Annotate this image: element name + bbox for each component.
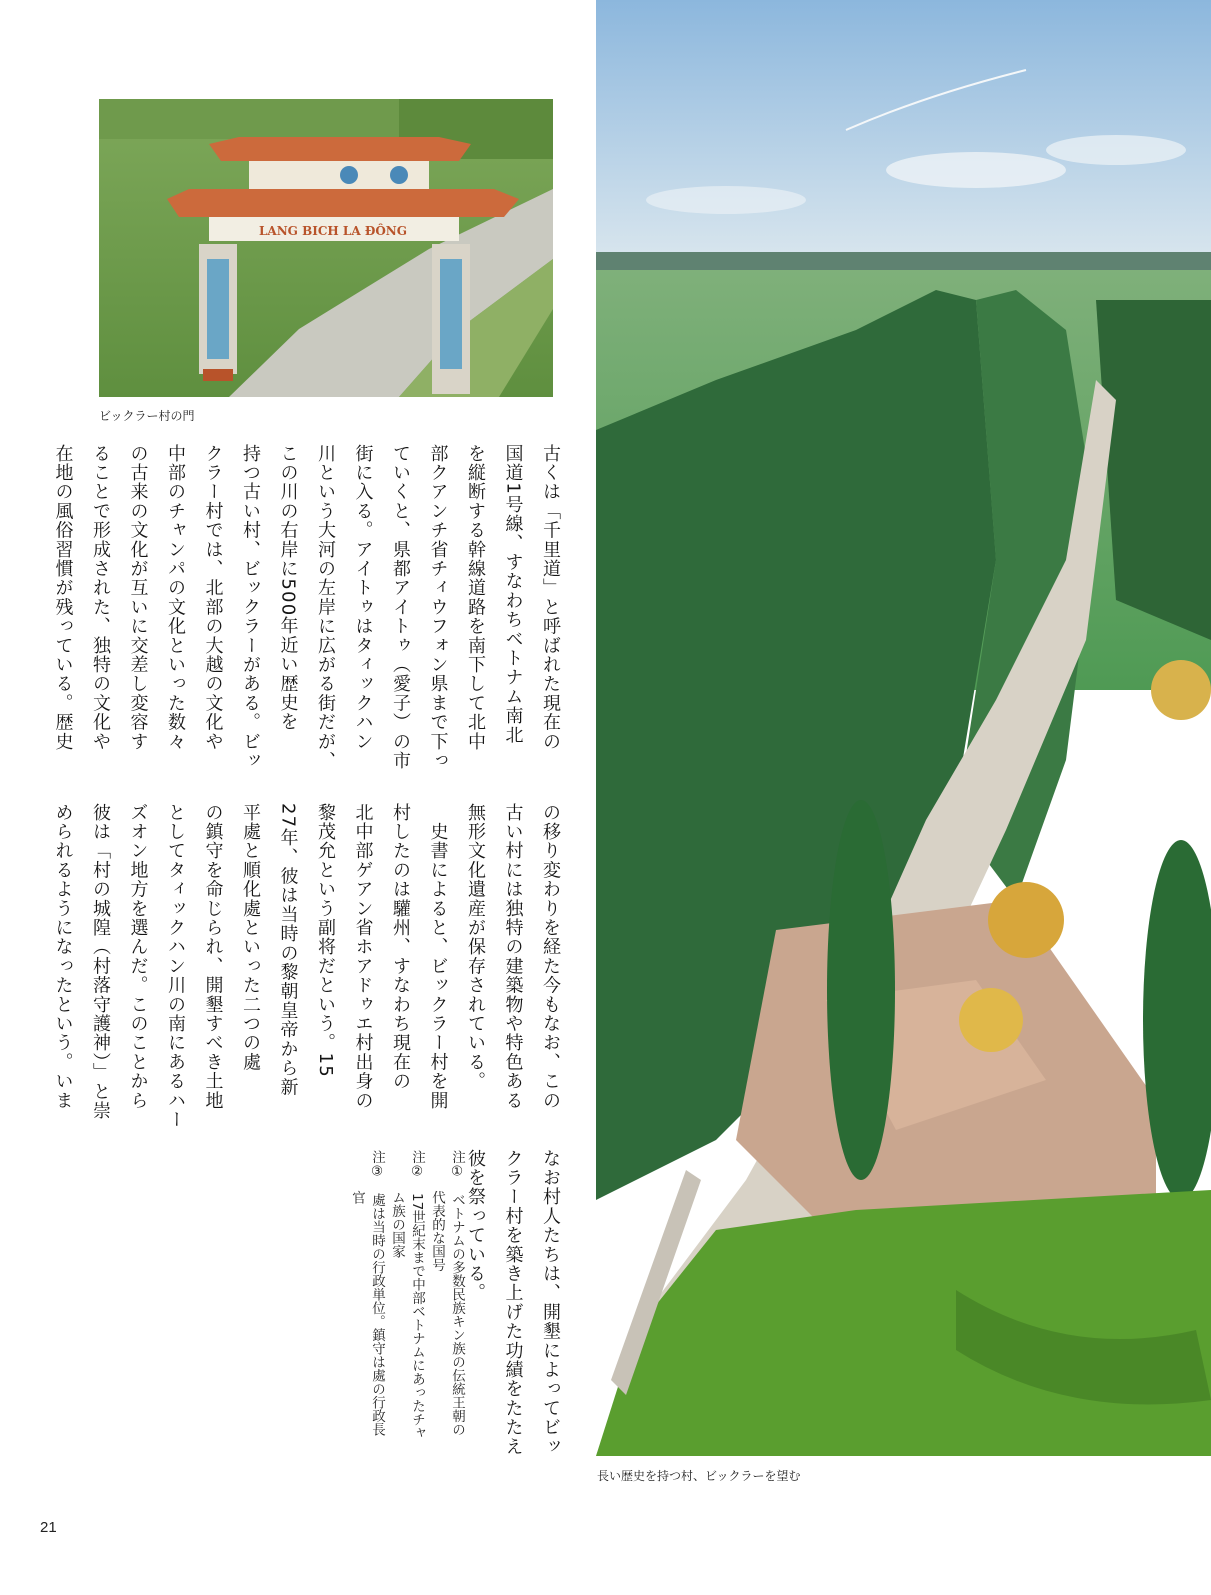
article-text-block-1 — [44, 444, 569, 816]
text-line: 川という大河の左岸に広がる街だが、 — [315, 444, 336, 771]
footnote-line: 注② 17世紀末まで中部ベトナムにあったチャ — [409, 1150, 425, 1440]
page-number: 21 — [40, 1519, 57, 1536]
text-line: の移り変わりを経た今もなお、この — [540, 803, 561, 1111]
text-line: ることで形成された、独特の文化や — [90, 444, 111, 752]
text-line: 北中部ゲアン省ホアドゥエ村出身の — [352, 803, 374, 1111]
text-line: この川の右岸に500年近い歴史を — [277, 444, 299, 732]
footnote-line: ム族の国家 — [389, 1150, 405, 1258]
text-line: の鎮守を命じられ、開墾すべき土地 — [202, 803, 224, 1111]
text-line: 彼を祭っている。 — [465, 1149, 486, 1303]
village-gate-illustration — [99, 99, 553, 397]
village-gate-photo — [99, 99, 553, 397]
footnote-line: 代表的な国号 — [429, 1150, 445, 1272]
text-line: なお村人たちは、開墾によってビッ — [540, 1149, 561, 1457]
text-line: 中部のチャンパの文化といった数々 — [165, 444, 186, 752]
gate-sign-text: LANG BICH LA ĐÔNG — [258, 224, 408, 238]
gate-photo-caption: ビックラー村の門 — [99, 409, 195, 423]
aerial-photo-caption: 長い歴史を持つ村、ビックラーを望む — [597, 1469, 801, 1483]
text-line: 国道1号線、すなわちベトナム南北 — [502, 444, 524, 745]
footnote-line: 官 — [349, 1150, 365, 1204]
aerial-view-illustration — [596, 0, 1211, 1456]
text-line: ズオン地方を選んだ。このことから — [127, 803, 149, 1111]
text-line: められるようになったという。いま — [52, 803, 74, 1111]
text-line: 村したのは驩州、すなわち現在の — [390, 803, 411, 1091]
text-line: クラー村では、北部の大越の文化や — [202, 444, 224, 752]
text-line: 街に入る。アイトゥはタィックハン — [352, 444, 374, 752]
text-line: の古来の文化が互いに交差し変容す — [127, 444, 149, 752]
text-line: ていくと、県都アイトゥ（愛子）の市 — [390, 444, 411, 771]
text-line: 黎茂允という副将だという。15 — [315, 803, 336, 1078]
text-line: としてタィックハン川の南にあるハー — [165, 803, 186, 1130]
footnote-line: 注③ 處は当時の行政単位。鎮守は處の行政長 — [369, 1150, 385, 1436]
footnotes — [347, 1150, 467, 1470]
text-line: 部クアンチ省チィウフォン県まで下っ — [427, 444, 449, 771]
text-line: 27年、彼は当時の黎朝皇帝から新 — [277, 803, 299, 1098]
text-line: 古くは「千里道」と呼ばれた現在の — [540, 444, 561, 752]
footnote-line: 注① ベトナムの多数民族キン族の伝統王朝の — [449, 1150, 465, 1436]
text-line: 持つ古い村、ビックラーがある。ビッ — [240, 444, 261, 771]
text-line: 無形文化遺産が保存されている。 — [465, 803, 486, 1091]
text-line: クラー村を築き上げた功績をたたえ — [502, 1149, 524, 1457]
text-line: 史書によると、ビックラー村を開 — [427, 803, 449, 1111]
text-line: 平處と順化處といった二つの處 — [240, 803, 261, 1072]
aerial-village-photo — [596, 0, 1211, 1456]
text-line: 古い村には独特の建築物や特色ある — [502, 803, 524, 1111]
text-line: 彼は「村の城隍（村落守護神）」と崇 — [90, 803, 111, 1121]
article-text-block-2 — [44, 803, 569, 1133]
text-line: を縦断する幹線道路を南下して北中 — [465, 444, 486, 752]
text-line: 在地の風俗習慣が残っている。歴史 — [52, 444, 74, 752]
